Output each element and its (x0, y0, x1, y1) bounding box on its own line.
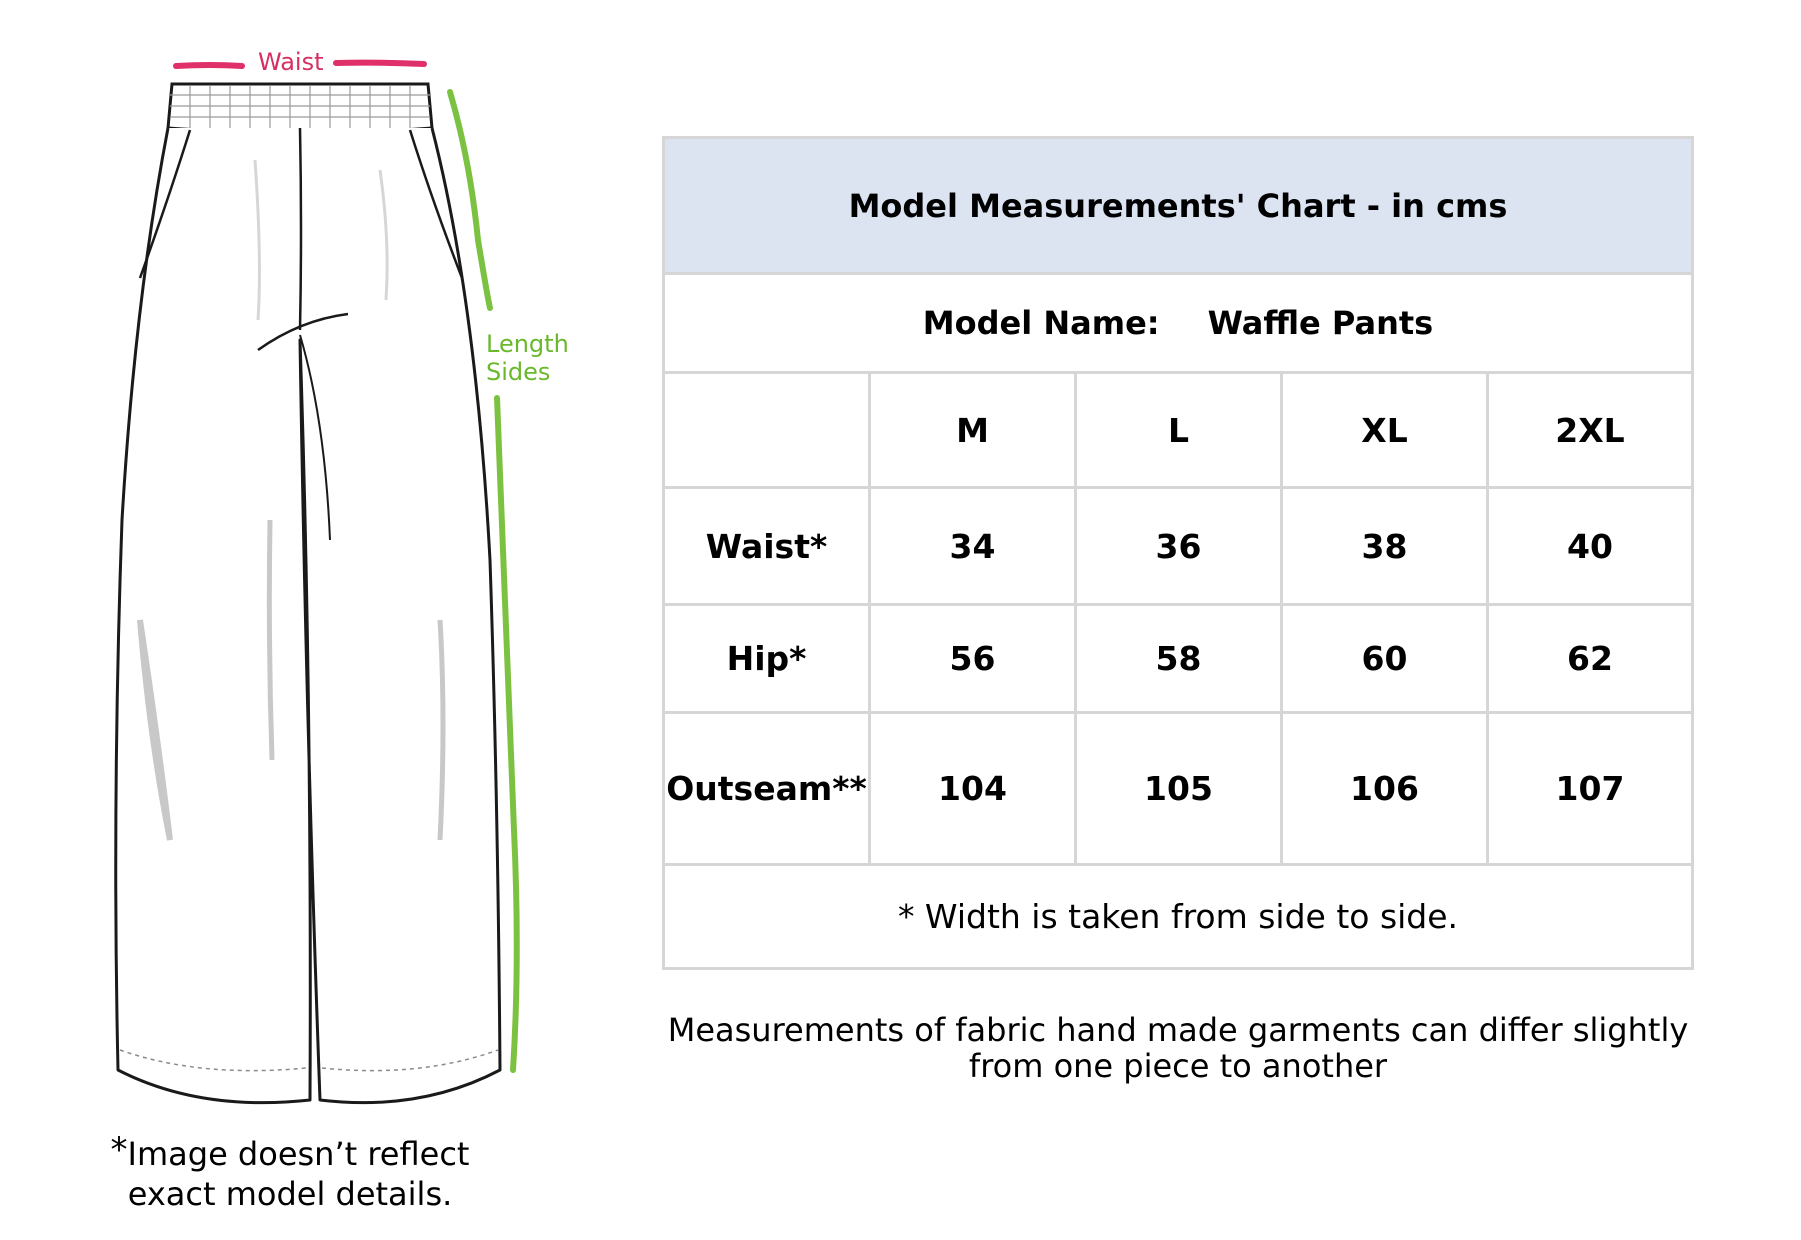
length-measure-label: Length Sides (486, 330, 569, 386)
image-disclaimer-line1: Image doesn’t reflect (127, 1135, 470, 1173)
value-cell: 107 (1555, 769, 1625, 808)
image-disclaimer (110, 1130, 470, 1214)
value-cell: 106 (1283, 714, 1489, 863)
pants-drawing (0, 0, 640, 1240)
image-disclaimer-asterisk: * (110, 1130, 128, 1170)
pants-illustration (0, 0, 640, 1240)
image-disclaimer-line2: exact model details. (127, 1175, 453, 1213)
size-header-2xl: 2XL (1555, 410, 1625, 450)
size-header-l: L (1077, 374, 1283, 486)
header-empty-cell (665, 374, 871, 486)
size-header-xl: XL (1283, 374, 1489, 486)
waistband (168, 84, 432, 133)
value-cell: 104 (871, 714, 1077, 863)
row-label-waist: Waist* (665, 489, 871, 603)
table-row (665, 489, 1691, 606)
table-row (665, 714, 1691, 866)
measurement-disclaimer (662, 1012, 1694, 1084)
measurements-table (662, 136, 1694, 970)
model-name-value: Waffle Pants (1207, 304, 1434, 342)
value-cell: 34 (871, 489, 1077, 603)
waist-measure-label: Waist (258, 48, 324, 76)
pants-outline (116, 128, 500, 1103)
waist-marker-right (336, 63, 424, 64)
table-row (665, 606, 1691, 714)
measurement-disclaimer-line1: Measurements of fabric hand made garments can differ slightly (667, 1011, 1689, 1049)
value-cell: 105 (1077, 714, 1283, 863)
table-title-row (665, 139, 1691, 275)
table-footnote-row (665, 866, 1691, 967)
value-cell: 62 (1567, 639, 1613, 678)
value-cell: 56 (871, 606, 1077, 711)
size-header-m: M (871, 374, 1077, 486)
waist-marker-left (176, 65, 242, 66)
measurement-disclaimer-line2: from one piece to another (968, 1047, 1388, 1085)
table-footnote: * Width is taken from side to side. (897, 897, 1459, 936)
row-label-hip: Hip* (665, 606, 871, 711)
value-cell: 38 (1283, 489, 1489, 603)
model-name-row (665, 275, 1691, 374)
value-cell: 36 (1077, 489, 1283, 603)
value-cell: 60 (1283, 606, 1489, 711)
row-label-outseam: Outseam** (665, 714, 871, 863)
value-cell: 58 (1077, 606, 1283, 711)
value-cell: 40 (1567, 526, 1613, 566)
model-name-label: Model Name: (922, 304, 1160, 342)
table-title: Model Measurements' Chart - in cms (848, 186, 1508, 225)
size-header-row (665, 374, 1691, 489)
